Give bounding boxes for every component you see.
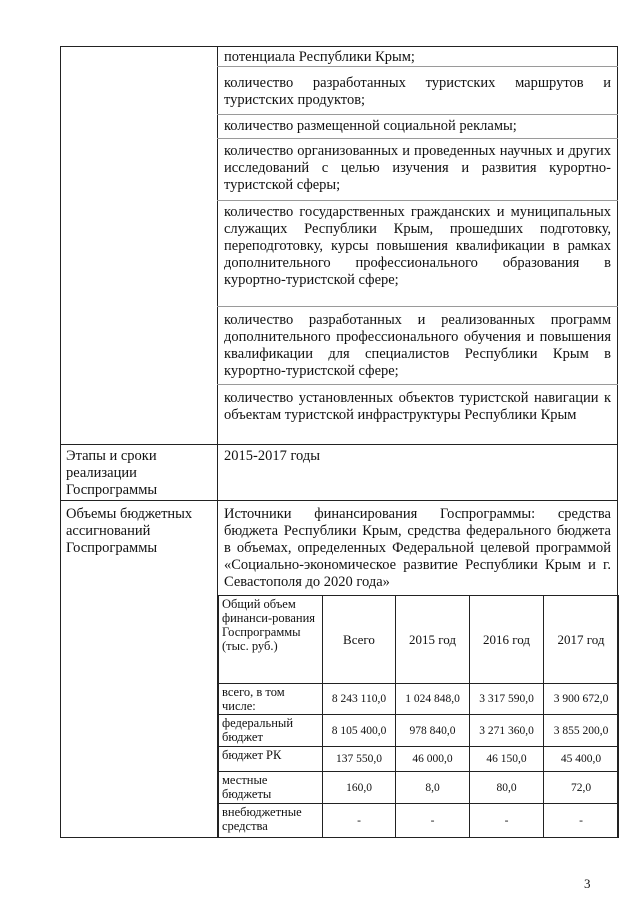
financing-row — [219, 772, 619, 804]
page-number: 3 — [584, 876, 591, 891]
indicator-text: количество организованных и проведенных научных и других исследований с целью изучения и развития курортно-туристской сферы; — [224, 143, 611, 193]
row-label: внебюджетные средства — [219, 804, 323, 838]
row-2017: - — [544, 804, 619, 838]
row-2016: 46 150,0 — [470, 747, 544, 772]
row-2017: 3 855 200,0 — [544, 715, 619, 747]
row-label: всего, в том числе: — [219, 684, 323, 715]
row-2017: 45 400,0 — [544, 747, 619, 772]
indicator-text: количество государственных гражданских и муниципальных служащих Республики Крым, прошедших подготовку, переподготовку, курсы повышения квалификации в рамках дополнительного профессионального образования в курортно-туристской сфере; — [224, 204, 611, 288]
row-2015: 1 024 848,0 — [396, 684, 470, 715]
paragraph-divider — [217, 114, 618, 115]
stages-value: 2015-2017 годы — [224, 448, 320, 464]
header-2017: 2017 год — [544, 596, 619, 684]
row-total: 137 550,0 — [323, 747, 396, 772]
row-2017: 3 900 672,0 — [544, 684, 619, 715]
financing-row — [219, 684, 619, 715]
row-2015: 46 000,0 — [396, 747, 470, 772]
row-divider — [60, 444, 618, 445]
paragraph-divider — [217, 200, 618, 201]
indicator-text: потенциала Республики Крым; — [224, 49, 415, 65]
financing-header-row — [219, 596, 619, 684]
financing-table — [218, 595, 619, 838]
indicator-text: количество разработанных туристских маршрутов и туристских продуктов; — [224, 75, 611, 108]
row-2015: - — [396, 804, 470, 838]
financing-row — [219, 715, 619, 747]
paragraph-divider — [217, 138, 618, 139]
row-2016: 3 317 590,0 — [470, 684, 544, 715]
row-2016: - — [470, 804, 544, 838]
funding-label: Объемы бюджетных ассигнований Госпрограммы — [66, 506, 193, 556]
row-2017: 72,0 — [544, 772, 619, 804]
indicator-text: количество установленных объектов туристской навигации к объектам туристской инфраструктуры Республики Крым — [224, 390, 611, 423]
paragraph-divider — [217, 306, 618, 307]
row-label: федеральный бюджет — [219, 715, 323, 747]
row-total: 8 105 400,0 — [323, 715, 396, 747]
financing-row — [219, 747, 619, 772]
indicator-text: количество разработанных и реализованных программ дополнительного профессионального обучения и повышения квалификации для специалистов Республики Крым в курортно-туристской сфере; — [224, 312, 611, 379]
header-total: Всего — [323, 596, 396, 684]
row-total: - — [323, 804, 396, 838]
row-2016: 80,0 — [470, 772, 544, 804]
indicator-text: количество размещенной социальной рекламы; — [224, 118, 517, 134]
header-label: Общий объем финанси-рования Госпрограммы (тыс. руб.) — [219, 596, 323, 684]
row-2015: 978 840,0 — [396, 715, 470, 747]
paragraph-divider — [217, 66, 618, 67]
row-total: 160,0 — [323, 772, 396, 804]
row-2016: 3 271 360,0 — [470, 715, 544, 747]
funding-text: Источники финансирования Госпрограммы: средства бюджета Республики Крым, средства федерального бюджета в объемах, определенных Федеральной целевой программой «Социально-экономическое развитие Республики Крым и г. Севастополя до 2020 года» — [224, 506, 611, 590]
row-label: местные бюджеты — [219, 772, 323, 804]
row-divider — [60, 500, 618, 501]
stages-label: Этапы и сроки реализации Госпрограммы — [66, 448, 158, 498]
paragraph-divider — [217, 384, 618, 385]
header-2015: 2015 год — [396, 596, 470, 684]
financing-row — [219, 804, 619, 838]
header-2016: 2016 год — [470, 596, 544, 684]
row-label: бюджет РК — [219, 747, 323, 772]
row-total: 8 243 110,0 — [323, 684, 396, 715]
row-2015: 8,0 — [396, 772, 470, 804]
